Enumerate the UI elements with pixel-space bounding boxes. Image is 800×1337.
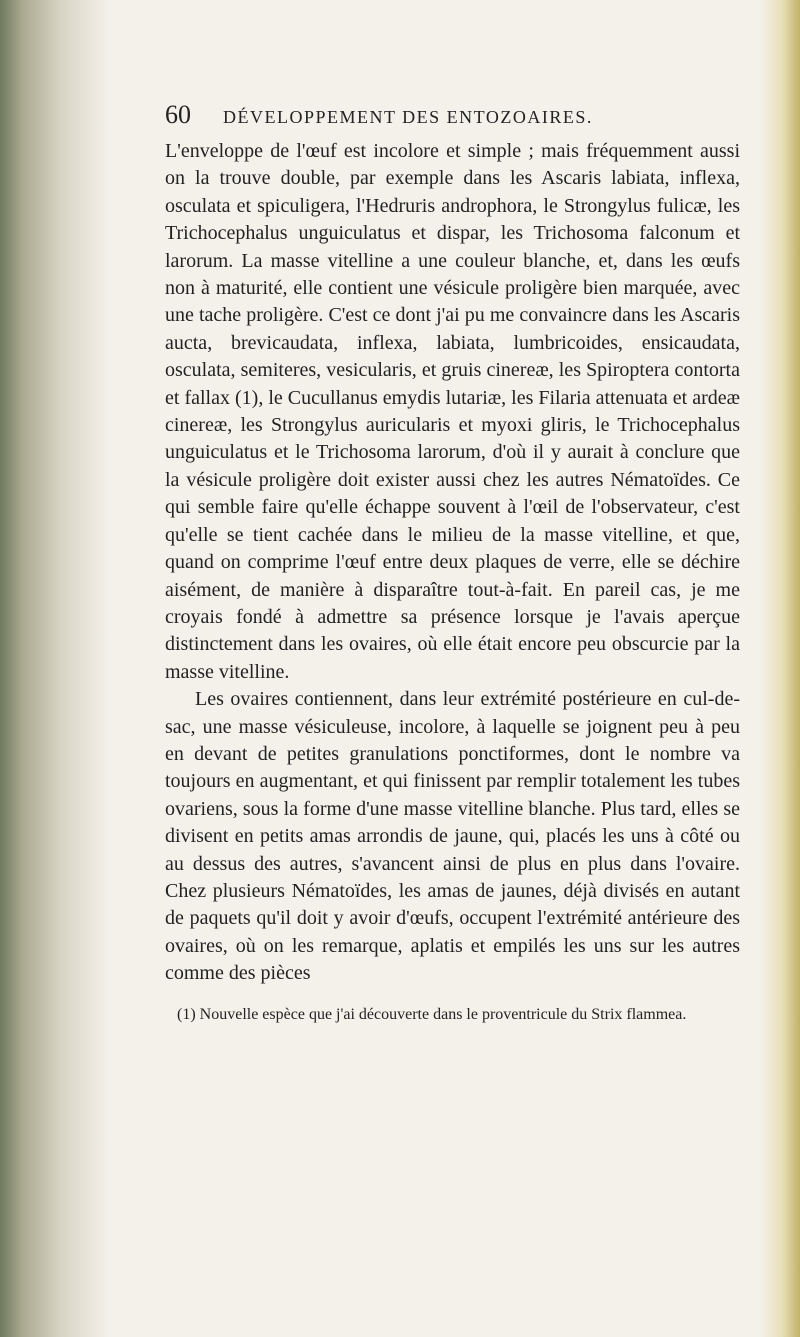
- paragraph-1: L'enveloppe de l'œuf est incolore et simple ; mais fréquemment aussi on la trouve double, par exemple dans les Ascaris labiata, inflexa, osculata et spiculigera, l'Hedruris androphora, le Strongylus fulicæ, les Trichocephalus unguiculatus et dispar, les Trichosoma falconum et larorum. La masse vitelline a une couleur blanche, et, dans les œufs non à maturité, elle contient une vésicule proligère bien marquée, avec une tache proligère. C'est ce dont j'ai pu me convaincre dans les Ascaris aucta, brevicaudata, inflexa, labiata, lumbricoides, ensicaudata, osculata, semiteres, vesicularis, et gruis cinereæ, les Spiroptera contorta et fallax (1), le Cucullanus emydis lutariæ, les Filaria attenuata et ardeæ cinereæ, les Strongylus auricularis et myoxi gliris, le Trichocephalus unguiculatus et le Trichosoma larorum, d'où il y aurait à conclure que la vésicule proligère doit exister aussi chez les autres Nématoïdes. Ce qui semble faire qu'elle échappe souvent à l'œil de l'observateur, c'est qu'elle se tient cachée dans le milieu de la masse vitelline, et que, quand on comprime l'œuf entre deux plaques de verre, elle se déchire aisément, de manière à disparaître tout-à-fait. En pareil cas, je me croyais fondé à admettre sa présence lorsque je l'avais aperçue distinctement dans les ovaires, où elle était encore peu obscurcie par la masse vitelline.: [165, 140, 740, 683]
- footnote: (1) Nouvelle espèce que j'ai découverte dans le proventricule du Strix flammea.: [177, 1005, 687, 1023]
- book-page: [165, 100, 740, 1042]
- page-number: 60: [165, 100, 191, 129]
- left-page-gutter: [0, 0, 110, 1337]
- right-page-edge: [760, 0, 800, 1337]
- page-header: [165, 100, 740, 134]
- running-title: DÉVELOPPEMENT DES ENTOZOAIRES.: [223, 107, 593, 127]
- paragraph-2: Les ovaires contiennent, dans leur extrémité postérieure en cul-de-sac, une masse vésiculeuse, incolore, à laquelle se joignent peu à peu en devant de petites granulations ponctiformes, dont le nombre va toujours en augmentant, et qui finissent par remplir totalement les tubes ovariens, sous la forme d'une masse vitelline blanche. Plus tard, elles se divisent en petits amas arrondis de jaune, qui, placés les uns à côté ou au dessus des autres, s'avancent ainsi de plus en plus dans l'ovaire. Chez plusieurs Nématoïdes, les amas de jaunes, déjà divisés en autant de paquets qu'il doit y avoir d'œufs, occupent l'extrémité antérieure des ovaires, où on les remarque, aplatis et empilés les uns sur les autres comme des pièces: [165, 688, 740, 985]
